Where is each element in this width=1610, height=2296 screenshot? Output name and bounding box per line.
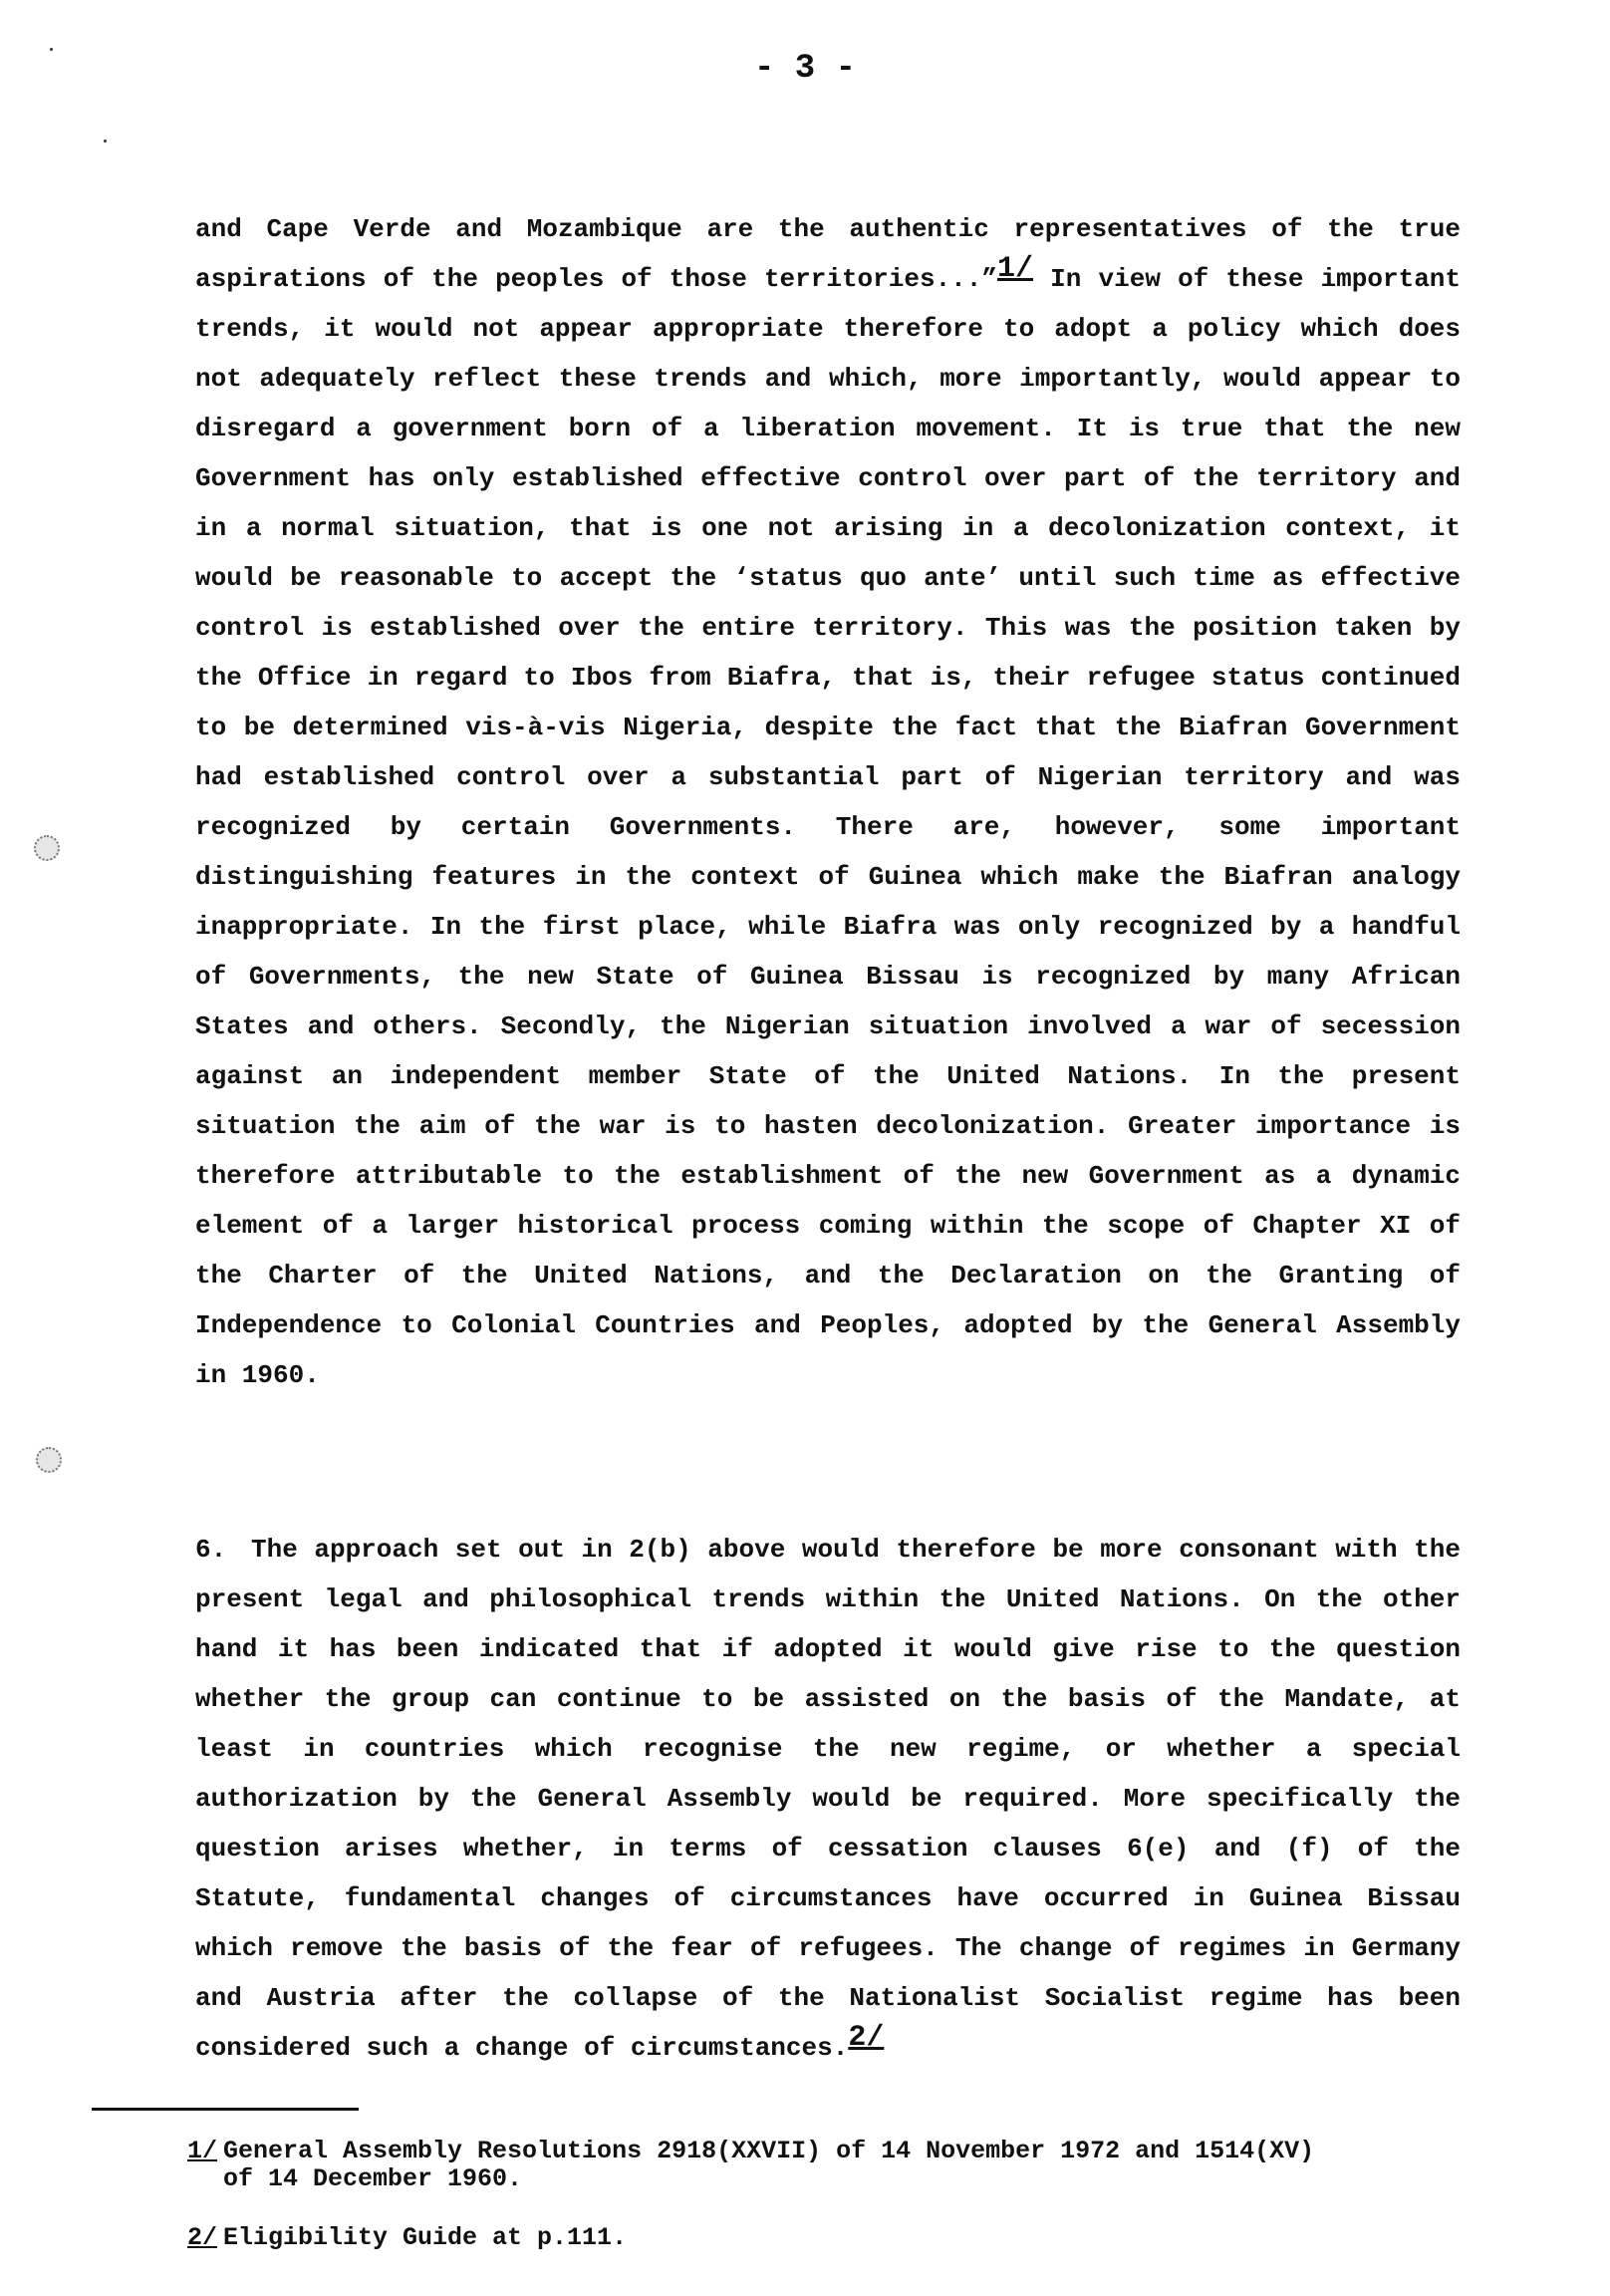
footnote-1-line-1: [187, 2138, 1482, 2165]
body-paragraph-6: [195, 1525, 1461, 2073]
footnote-1: [187, 2138, 1482, 2193]
paragraph-1-text-end: In view of these important trends, it would not appear appropriate therefore to adopt a policy which does not adequately reflect these trends and which, more importantly, would appear to disregard a government born of a liberation movement. It is true that the new Government has only established effective control over part of the territory and in a normal situation, that is one not arising in a decolonization context, it would be reasonable to accept the ‘status quo ante’ until such time as effective control is established over the entire territory. This was the position taken by the Office in regard to Ibos from Biafra, that is, their refugee status continued to be determined vis-à-vis Nigeria, despite the fact that the Biafran Government had established control over a substantial part of Nigerian territory and was recognized by certain Governments. There are, however, some important distinguishing features in the context of Guinea which make the Biafran analogy inappropriate. In the first place, while Biafra was only recognized by a handful of Governments, the new State of Guinea Bissau is recognized by many African States and others. Secondly, the Nigerian situation involved a war of secession against an independent member State of the United Nations. In the present situation the aim of the war is to hasten decolonization. Greater importance is therefore attributable to the establishment of the new Government as a dynamic element of a larger historical process coming within the scope of Chapter XI of the Charter of the United Nations, and the Declaration on the Granting of Independence to Colonial Countries and Peoples, adopted by the General Assembly in 1960.: [195, 264, 1461, 1390]
footnote-2: [187, 2224, 1482, 2252]
paragraph-number: 6.: [195, 1535, 227, 1565]
punch-hole-mark: [36, 1447, 62, 1473]
footnote-ref-2: 2/: [848, 2021, 885, 2055]
footnote-2-label: 2/: [187, 2223, 218, 2252]
page-number: - 3 -: [753, 50, 857, 88]
paragraph-1-text-start: and Cape Verde and Mozambique are the authentic representatives of the true aspirations of the peoples of those territories...”: [195, 214, 1461, 294]
punch-hole-mark: [34, 835, 60, 861]
footnote-1-line-2: of 14 December 1960.: [223, 2164, 523, 2193]
footnote-separator: [92, 2108, 359, 2111]
footnote-1-text: General Assembly Resolutions 2918(XXVII) of 14 November 1972 and 1514(XV): [223, 2137, 1315, 2165]
footnote-1-label: 1/: [187, 2137, 218, 2165]
scan-speck: [50, 48, 53, 51]
paragraph-6-text: The approach set out in 2(b) above would therefore be more consonant with the present legal and philosophical trends within the United Nations. On the other hand it has been indicated that if adopted it would give rise to the question whether the group can continue to be assisted on the basis of the Mandate, at least in countries which recognise the new regime, or whether a special authorization by the General Assembly would be required. More specifically the question arises whether, in terms of cessation clauses 6(e) and (f) of the Statute, fundamental changes of circumstances have occurred in Guinea Bissau which remove the basis of the fear of refugees. The change of regimes in Germany and Austria after the collapse of the Nationalist Socialist regime has been considered such a change of circumstances.: [195, 1535, 1461, 2063]
footnote-2-text: Eligibility Guide at p.111.: [223, 2223, 628, 2252]
body-paragraph-1: [195, 204, 1461, 1400]
footnote-ref-1: 1/: [997, 252, 1034, 286]
scan-speck: [104, 140, 107, 143]
